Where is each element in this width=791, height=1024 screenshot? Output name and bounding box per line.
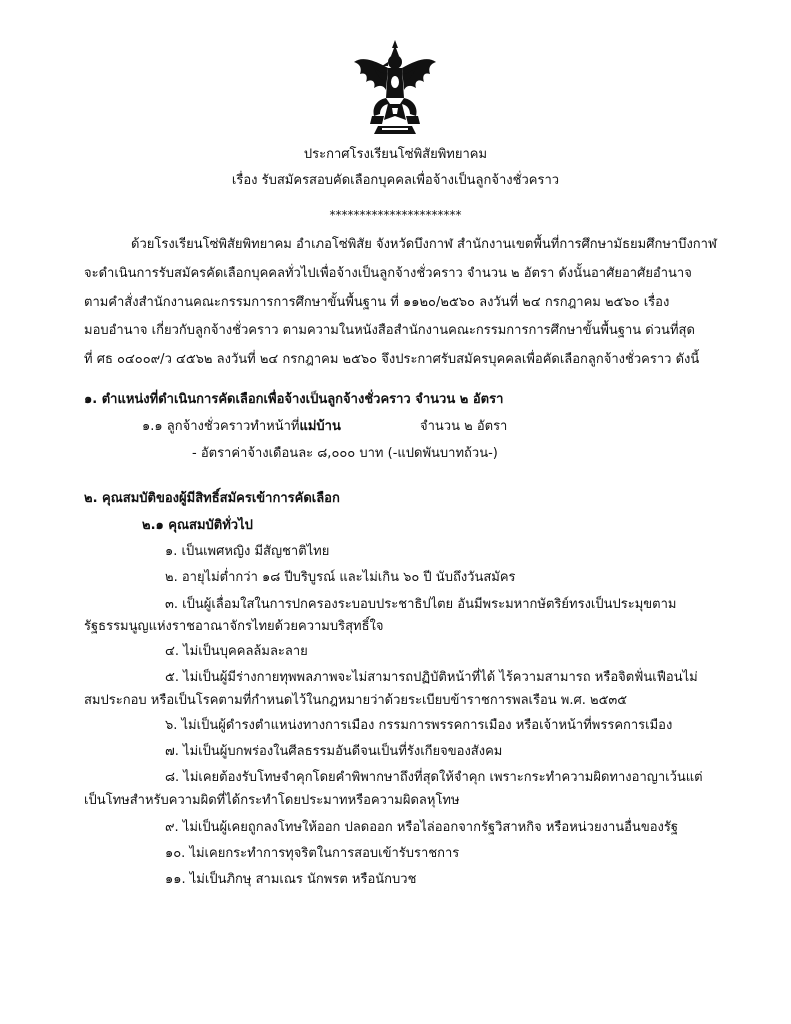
qualification-9: ๙. ไม่เป็นผู้เคยถูกลงโทษให้ออก ปลดออก หรือไล่ออกจากรัฐวิสาหกิจ หรือหน่วยงานอื่นของรัฐ (165, 820, 679, 835)
intro-line-2: จะดำเนินการรับสมัครคัดเลือกบุคคลทั่วไปเพื่อจ้างเป็นลูกจ้างชั่วคราว จำนวน ๒ อัตรา ดังนั้นอาศัยอาศัยอำนาจ (84, 266, 692, 281)
qualification-5-cont: สมประกอบ หรือเป็นโรคตามที่กำหนดไว้ในกฎหมายว่าด้วยระเบียบข้าราชการพลเรือน พ.ศ. ๒๕๓๕ (84, 693, 628, 708)
intro-line-5: ที่ ศธ ๐๔๐๐๙/ว ๔๕๖๒ ลงวันที่ ๒๔ กรกฎาคม ๒๕๖๐ จึงประกาศรับสมัครบุคคลเพื่อคัดเลือกลูกจ้างชั่วคราว ดังนี้ (84, 352, 700, 367)
qualification-2: ๒. อายุไม่ต่ำกว่า ๑๘ ปีบริบูรณ์ และไม่เกิน ๖๐ ปี นับถึงวันสมัคร (165, 570, 516, 585)
announcement-subject: เรื่อง รับสมัครสอบคัดเลือกบุคคลเพื่อจ้างเป็นลูกจ้างชั่วคราว (231, 173, 560, 188)
section-1-heading: ๑. ตำแหน่งที่ดำเนินการคัดเลือกเพื่อจ้างเป็นลูกจ้างชั่วคราว จำนวน ๒ อัตรา (84, 392, 504, 407)
separator-stars: ********************** (329, 208, 462, 222)
intro-line-3: ตามคำสั่งสำนักงานคณะกรรมการการศึกษาขั้นพื้นฐาน ที่ ๑๑๒๐/๒๕๖๐ ลงวันที่ ๒๔ กรกฎาคม ๒๕๖๐ เรื่อง (84, 295, 670, 310)
garuda-emblem-icon (352, 38, 438, 136)
qualification-8-cont: เป็นโทษสำหรับความผิดที่ได้กระทำโดยประมาทหรือความผิดลหุโทษ (84, 793, 460, 808)
section-1-item-count: จำนวน ๒ อัตรา (420, 419, 508, 434)
announcement-title: ประกาศโรงเรียนโซ่พิสัยพิทยาคม (303, 147, 488, 162)
section-1-item (142, 418, 341, 436)
qualification-10: ๑๐. ไม่เคยกระทำการทุจริตในการสอบเข้ารับราชการ (165, 846, 460, 861)
section-1-item-prefix: ๑.๑ ลูกจ้างชั่วคราวทำหน้าที่ (142, 419, 300, 434)
section-1-wage: - อัตราค่าจ้างเดือนละ ๘,๐๐๐ บาท (-แปดพันบาทถ้วน-) (192, 446, 498, 461)
qualification-7: ๗. ไม่เป็นผู้บกพร่องในศีลธรรมอันดีจนเป็นที่รังเกียจของสังคม (165, 744, 503, 759)
qualification-3: ๓. เป็นผู้เลื่อมใสในการปกครองระบอบประชาธิปไตย อันมีพระมหากษัตริย์ทรงเป็นประมุขตาม (165, 597, 677, 612)
qualification-5: ๕. ไม่เป็นผู้มีร่างกายทุพพลภาพจะไม่สามารถปฏิบัติหน้าที่ได้ ไร้ความสามารถ หรือจิตฟั่นเฟือนไม่ (165, 670, 698, 685)
qualification-6: ๖. ไม่เป็นผู้ดำรงตำแหน่งทางการเมือง กรรมการพรรคการเมือง หรือเจ้าหน้าที่พรรคการเมือง (165, 718, 673, 733)
intro-line-1: ด้วยโรงเรียนโซ่พิสัยพิทยาคม อำเภอโซ่พิสัย จังหวัดบึงกาฬ สำนักงานเขตพื้นที่การศึกษามัธยมศึกษาบึงกาฬ (131, 237, 717, 252)
qualification-8: ๘. ไม่เคยต้องรับโทษจำคุกโดยคำพิพากษาถึงที่สุดให้จำคุก เพราะกระทำความผิดทางอาญาเว้นแต่ (165, 770, 703, 785)
intro-line-4: มอบอำนาจ เกี่ยวกับลูกจ้างชั่วคราว ตามความในหนังสือสำนักงานคณะกรรมการการศึกษาขั้นพื้นฐาน ด่วนที่สุด (84, 323, 695, 338)
qualification-1: ๑. เป็นเพศหญิง มีสัญชาติไทย (165, 544, 330, 559)
section-2-subheading: ๒.๑ คุณสมบัติทั่วไป (142, 518, 253, 533)
qualification-11: ๑๑. ไม่เป็นภิกษุ สามเณร นักพรต หรือนักบวช (165, 872, 417, 887)
section-2-heading: ๒. คุณสมบัติของผู้มีสิทธิ์สมัครเข้าการคัดเลือก (84, 491, 340, 506)
section-1-item-position: แม่บ้าน (299, 419, 341, 434)
qualification-3-cont: รัฐธรรมนูญแห่งราชอาณาจักรไทยด้วยความบริสุทธิ์ใจ (84, 619, 384, 634)
qualification-4: ๔. ไม่เป็นบุคคลล้มละลาย (165, 644, 308, 659)
